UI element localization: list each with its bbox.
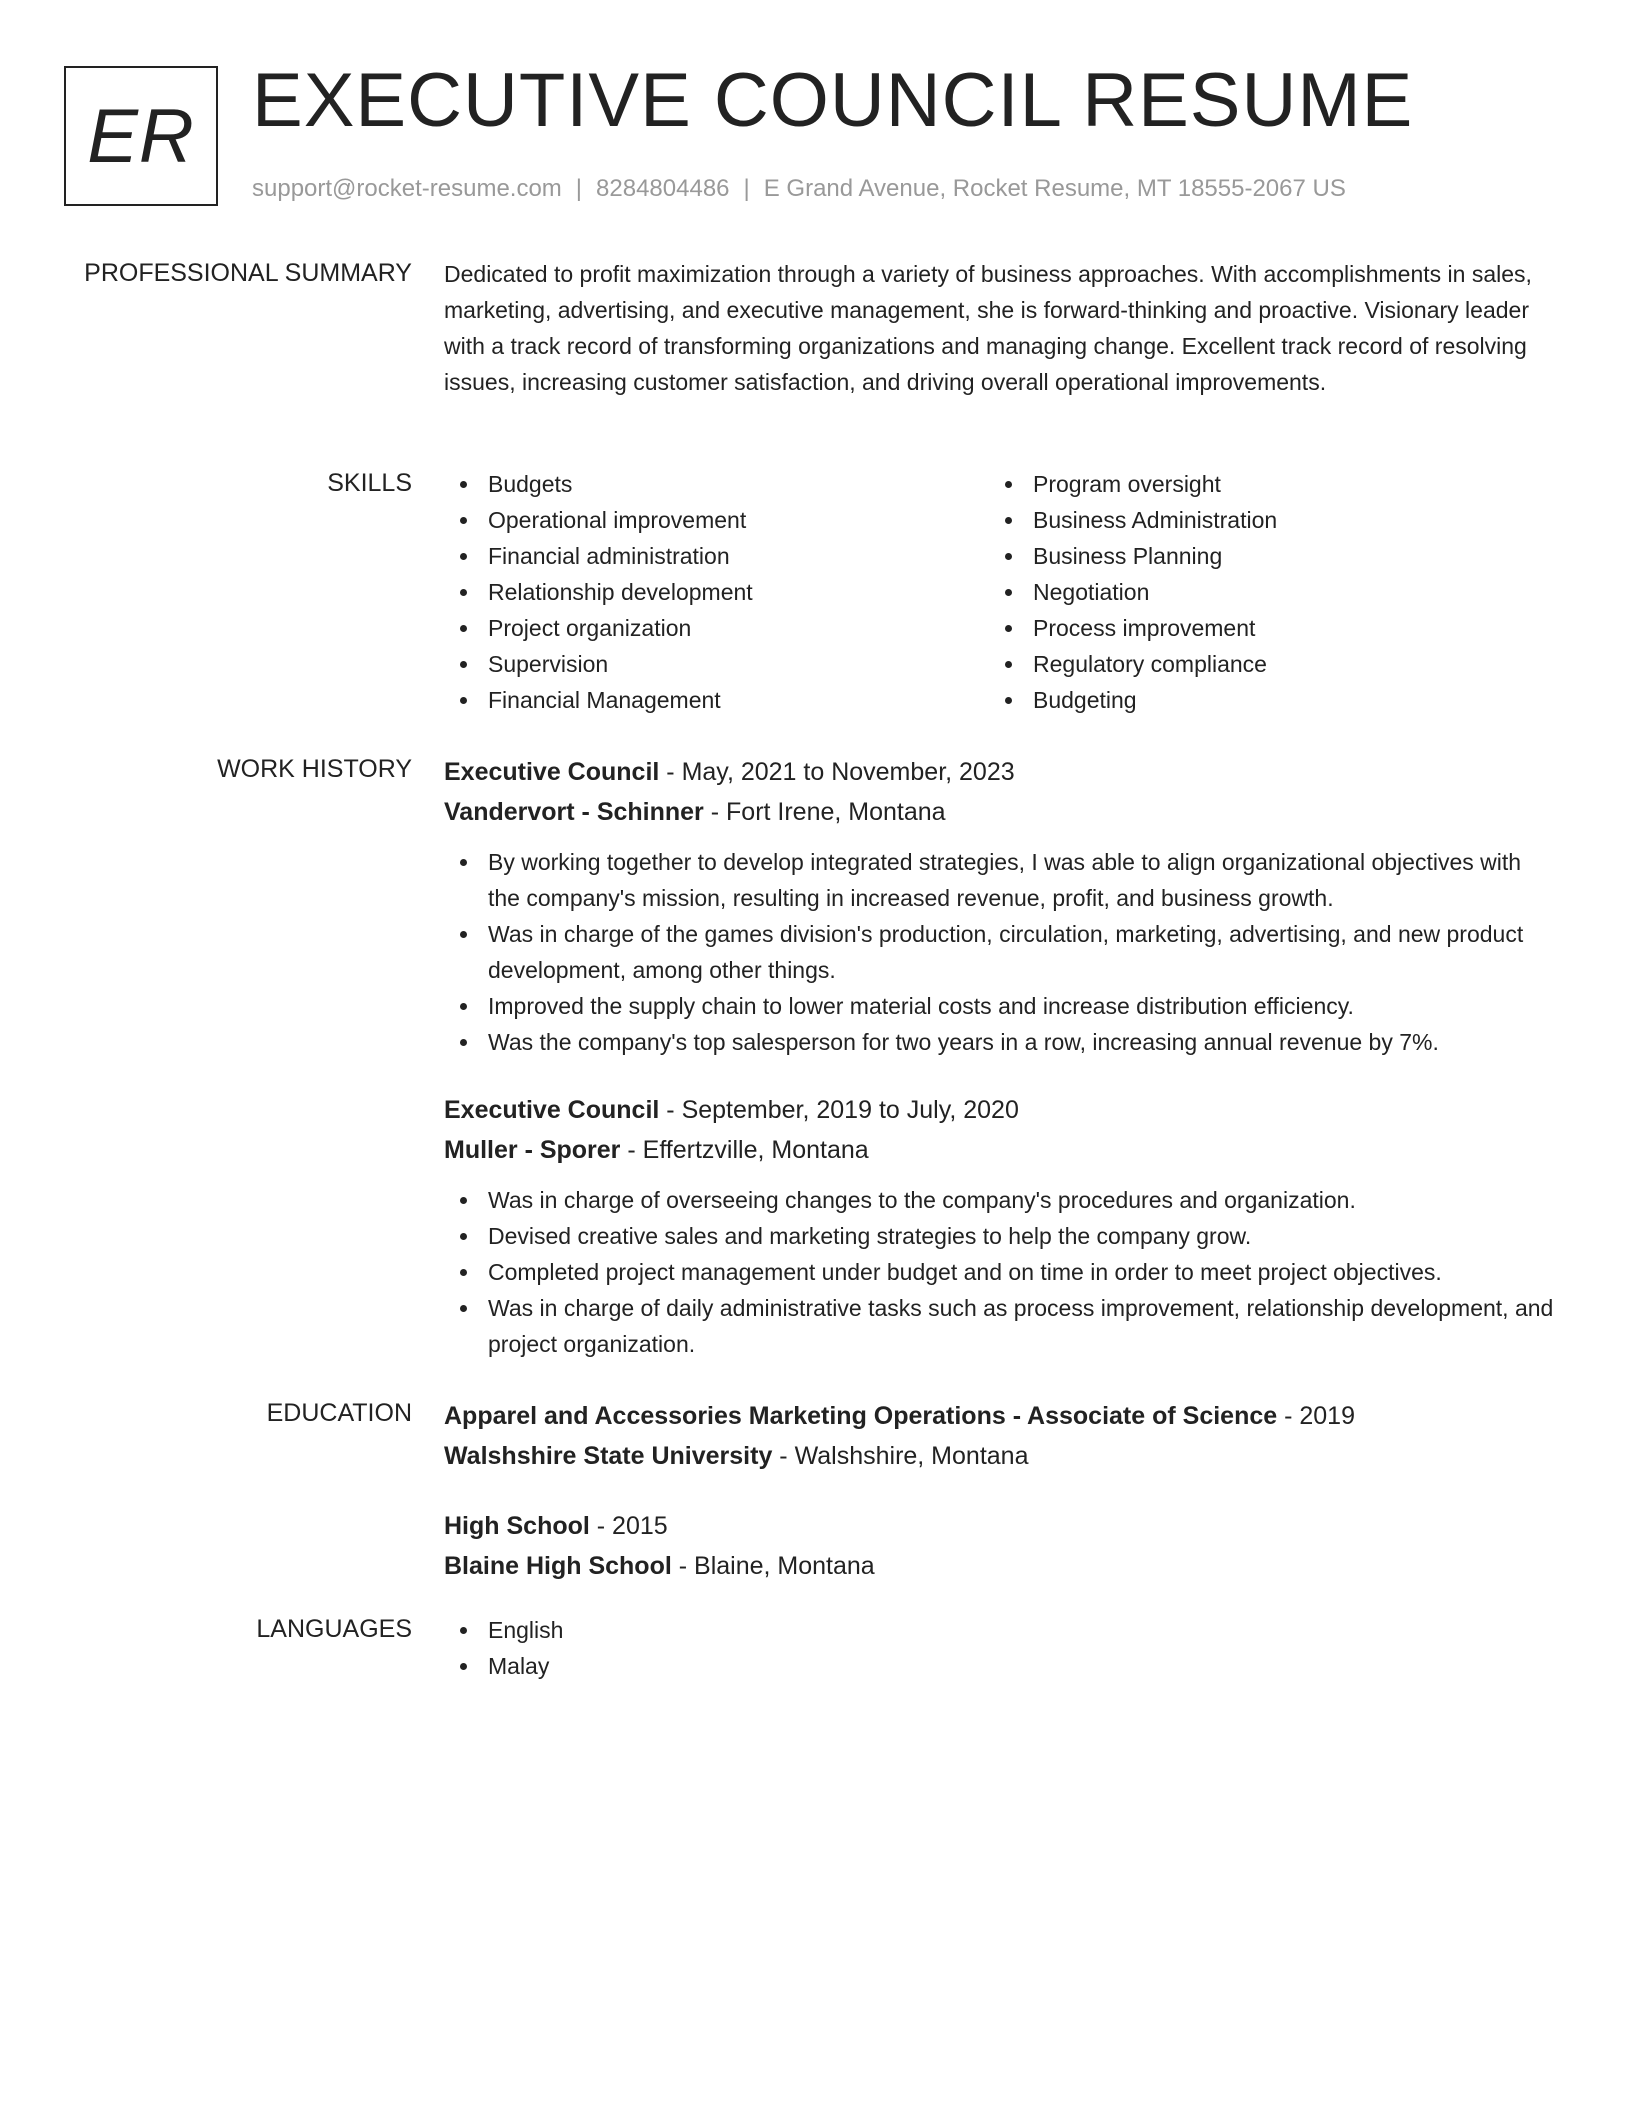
- contact-separator: |: [575, 175, 583, 202]
- skill-item: Budgeting: [989, 682, 1534, 718]
- job-bullet: Completed project management under budget and on time in order to meet project objectives.: [444, 1254, 1554, 1290]
- skill-item: Program oversight: [989, 466, 1534, 502]
- section-label-languages: LANGUAGES: [256, 1615, 412, 1643]
- job-bullet: Was in charge of overseeing changes to the company's procedures and organization.: [444, 1182, 1554, 1218]
- skill-item: Project organization: [444, 610, 989, 646]
- school-location: - Walshshire, Montana: [772, 1442, 1029, 1470]
- contact-email[interactable]: support@rocket-resume.com: [252, 175, 562, 202]
- job-company: Muller - Sporer: [444, 1136, 621, 1164]
- job-title: Executive Council: [444, 1096, 660, 1124]
- contact-phone[interactable]: 8284804486: [596, 175, 730, 202]
- skill-item: Budgets: [444, 466, 989, 502]
- skill-item: Process improvement: [989, 610, 1534, 646]
- section-label-work: WORK HISTORY: [217, 755, 412, 783]
- school: Blaine High School: [444, 1552, 672, 1580]
- skill-item: Relationship development: [444, 574, 989, 610]
- job-bullet: Was the company's top salesperson for two years in a row, increasing annual revenue by 7%.: [444, 1024, 1554, 1060]
- skill-item: Regulatory compliance: [989, 646, 1534, 682]
- contact-separator: |: [743, 175, 750, 202]
- school-line: [444, 1546, 1554, 1586]
- job-company: Vandervort - Schinner: [444, 798, 704, 826]
- job-bullet: Was in charge of the games division's production, circulation, marketing, advertising, and new product development, among other things.: [444, 916, 1554, 988]
- languages-body: [444, 1612, 1554, 1684]
- skills-list-left: [444, 466, 989, 718]
- skill-item: Financial administration: [444, 538, 989, 574]
- language-item: Malay: [444, 1648, 1554, 1684]
- education-entry: [444, 1506, 1554, 1586]
- school: Walshshire State University: [444, 1442, 773, 1470]
- job-dates: - September, 2019 to July, 2020: [659, 1096, 1019, 1124]
- resume-title: EXECUTIVE COUNCIL RESUME: [252, 58, 1414, 143]
- monogram-logo: ER: [64, 66, 218, 206]
- skills-list-right: [989, 466, 1534, 718]
- job-title: Executive Council: [444, 758, 660, 786]
- degree-year: - 2019: [1277, 1402, 1355, 1430]
- skill-item: Operational improvement: [444, 502, 989, 538]
- job-title-line: [444, 752, 1554, 792]
- job-bullet: By working together to develop integrated strategies, I was able to align organizational objectives with the company's mission, resulting in increased revenue, profit, and business growth.: [444, 844, 1554, 916]
- degree-year: - 2015: [589, 1512, 668, 1540]
- section-label-summary: PROFESSIONAL SUMMARY: [84, 259, 412, 287]
- education-entry: [444, 1396, 1554, 1476]
- job-title-line: [444, 1090, 1554, 1130]
- skill-item: Business Planning: [989, 538, 1534, 574]
- languages-list: [444, 1612, 1554, 1684]
- skill-item: Business Administration: [989, 502, 1534, 538]
- section-label-skills: SKILLS: [327, 469, 412, 497]
- job-location: - Fort Irene, Montana: [703, 798, 946, 826]
- degree: High School: [444, 1512, 590, 1540]
- job-bullets: [444, 1182, 1554, 1362]
- skill-item: Negotiation: [989, 574, 1534, 610]
- degree-line: [444, 1506, 1554, 1546]
- skill-item: Supervision: [444, 646, 989, 682]
- school-location: - Blaine, Montana: [671, 1552, 875, 1580]
- job-company-line: [444, 792, 1554, 832]
- skills-columns: [444, 466, 1554, 718]
- contact-line: [252, 172, 1346, 206]
- job-entry: [444, 1090, 1554, 1362]
- job-location: - Effertzville, Montana: [620, 1136, 869, 1164]
- contact-address: E Grand Avenue, Rocket Resume, MT 18555-2067 US: [763, 175, 1346, 202]
- skill-item: Financial Management: [444, 682, 989, 718]
- job-company-line: [444, 1130, 1554, 1170]
- job-bullet: Improved the supply chain to lower material costs and increase distribution efficiency.: [444, 988, 1554, 1024]
- language-item: English: [444, 1612, 1554, 1648]
- section-label-education: EDUCATION: [266, 1399, 412, 1427]
- degree-line: [444, 1396, 1554, 1436]
- job-dates: - May, 2021 to November, 2023: [659, 758, 1015, 786]
- school-line: [444, 1436, 1554, 1476]
- job-entry: [444, 752, 1554, 1060]
- summary-text: Dedicated to profit maximization through a variety of business approaches. With accomplishments in sales, marketing, advertising, and executive management, she is forward-thinking and proactive. Visionary leader with a track record of transforming organizations and managing change. Excellent track record of resolving issues, increasing customer satisfaction, and driving overall operational improvements.: [444, 261, 1532, 395]
- job-bullet: Devised creative sales and marketing strategies to help the company grow.: [444, 1218, 1554, 1254]
- job-bullets: [444, 844, 1554, 1060]
- job-bullet: Was in charge of daily administrative tasks such as process improvement, relationship development, and project organization.: [444, 1290, 1554, 1362]
- work-body: [444, 752, 1554, 1372]
- degree: Apparel and Accessories Marketing Operations - Associate of Science: [444, 1402, 1278, 1430]
- education-body: [444, 1396, 1554, 1596]
